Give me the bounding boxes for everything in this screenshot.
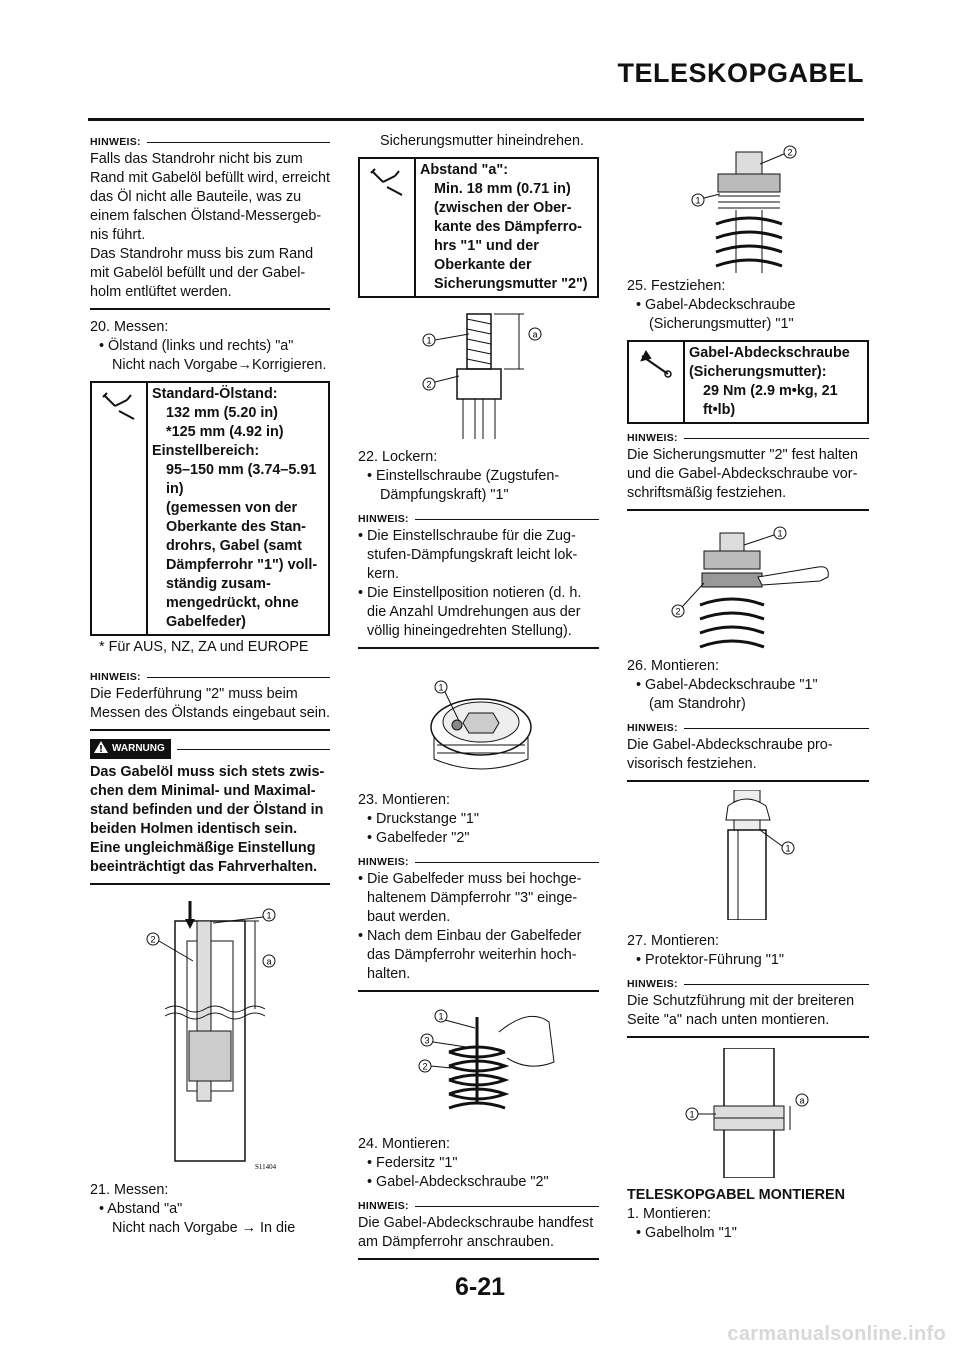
callout-3: 3 (423, 1035, 430, 1046)
note-heading: HINWEIS: (90, 671, 330, 683)
step-25-title: 25. Festziehen: (627, 278, 726, 294)
footer-watermark[interactable]: carmanualsonline.info (727, 1323, 946, 1345)
header-rule (88, 118, 864, 121)
step-20-action: Nicht nach Vorgabe→Korrigieren. (112, 357, 327, 373)
spec-line: drohrs, Gabel (samt (166, 538, 302, 554)
spec-line: Standard-Ölstand: (152, 386, 278, 402)
figure-code: S11404 (255, 1163, 277, 1171)
note-heading: HINWEIS: (358, 856, 599, 868)
note-end-rule (90, 308, 330, 310)
spec-line: Gabel-Abdeckschraube (689, 345, 850, 361)
figure-spring (399, 1002, 559, 1127)
spec-line: Oberkante des Stan- (166, 519, 306, 535)
step-21-title: 21. Messen: (90, 1182, 169, 1198)
step-25-item: • Gabel-Abdeckschraube (636, 297, 796, 313)
spec-line: Min. 18 mm (0.71 in) (434, 181, 571, 197)
note-end-rule (358, 1258, 599, 1260)
step-21-continued: Sicherungsmutter hineindrehen. (380, 133, 584, 149)
note-end-rule (627, 509, 869, 511)
callout-1: 1 (266, 910, 272, 921)
step-26-item: • Gabel-Abdeckschraube "1" (636, 677, 818, 693)
spec-line: Dämpferrohr "1") voll- (166, 557, 318, 573)
spec-line: Einstellbereich: (152, 443, 260, 459)
spec-line: ft•lb) (703, 402, 736, 418)
spec-line: ständig zusam- (166, 576, 271, 592)
note-2: Die Federführung "2" muss beim Messen des Ölstands eingebaut sein. (90, 686, 330, 721)
warning-badge: WARNUNG (90, 739, 171, 759)
spec-line: 95–150 mm (3.74–5.91 (166, 462, 317, 478)
wrench-icon (92, 383, 148, 634)
step-23-item-1: • Druckstange "1" (367, 811, 480, 827)
callout-1: 1 (689, 1109, 695, 1120)
torque-wrench-icon (629, 342, 685, 422)
callout-a: a (531, 329, 538, 340)
step-21-item: • Abstand "a" (99, 1201, 183, 1217)
note-end-rule (627, 1036, 869, 1038)
warning-heading (90, 739, 330, 759)
callout-1: 1 (437, 682, 444, 693)
warning-end-rule (90, 883, 330, 885)
note-6: Die Sicherungsmutter "2" fest halten und die Gabel-Abdeckschraube vor- schriftsmäßig festziehen. (627, 447, 858, 501)
spec-line: Oberkante der (434, 257, 532, 273)
note-end-rule (358, 647, 599, 649)
step-22-item: • Einstellschraube (Zugstufen- (367, 468, 560, 484)
spec-line: Sicherungsmutter "2") (434, 276, 588, 292)
spec-line: 132 mm (5.20 in) (166, 405, 278, 421)
note-heading: HINWEIS: (627, 722, 869, 734)
note-heading: HINWEIS: (358, 1200, 599, 1212)
spec-text (685, 342, 867, 422)
step-21-action: Nicht nach Vorgabe → In die (112, 1220, 296, 1236)
note-heading: HINWEIS: (358, 513, 599, 525)
callout-a: a (266, 956, 272, 967)
spec-line: mengedrückt, ohne (166, 595, 299, 611)
callout-1: 1 (695, 195, 701, 206)
warning-triangle-icon (94, 741, 108, 757)
spec-line: in) (166, 481, 184, 497)
note-heading: HINWEIS: (627, 978, 869, 990)
spec-box-oil-level (90, 381, 330, 636)
note-7: Die Gabel-Abdeckschraube pro- visorisch festziehen. (627, 737, 833, 772)
note-5: Die Gabel-Abdeckschraube handfest am Dämpferrohr anschrauben. (358, 1215, 594, 1250)
note-3: • Die Einstellschraube für die Zug- stufen-Dämpfungskraft leicht lok- kern. • Die Einstellposition notieren (d. h. die Anzahl Umdrehungen aus der völlig hineingedrehten Stellung). (358, 528, 582, 639)
note-end-rule (358, 990, 599, 992)
callout-1: 1 (785, 843, 791, 854)
figure-adjuster (409, 667, 549, 777)
note-heading: HINWEIS: (627, 432, 869, 444)
step-24-item-1: • Federsitz "1" (367, 1155, 458, 1171)
note-4: • Die Gabelfeder muss bei hochge- haltenem Dämpferrohr "3" einge- baut werden. • Nach dem Einbau der Gabelfeder das Dämpferrohr weiterhin hoch- halten. (358, 871, 582, 982)
step-24-item-2: • Gabel-Abdeckschraube "2" (367, 1174, 549, 1190)
callout-2: 2 (787, 147, 793, 158)
figure-cap-bolt (678, 138, 818, 273)
callout-1: 1 (425, 335, 432, 346)
spec-line: Abstand "a": (420, 162, 509, 178)
step-23-title: 23. Montieren: (358, 792, 450, 808)
figure-distance-a (399, 304, 559, 444)
figure-oil-level-measure (135, 901, 285, 1171)
step-22-title: 22. Lockern: (358, 449, 438, 465)
spec-box-distance (358, 157, 599, 298)
step-24-title: 24. Montieren: (358, 1136, 450, 1152)
callout-1: 1 (777, 528, 783, 539)
step-26-title: 26. Montieren: (627, 658, 719, 674)
spec-text (148, 383, 328, 634)
spec-line: *125 mm (4.92 in) (166, 424, 284, 440)
figure-tighten-nut (658, 521, 838, 651)
page-number: 6-21 (454, 1273, 506, 1301)
step-20-title: 20. Messen: (90, 319, 169, 335)
note-end-rule (90, 729, 330, 731)
section-step-1: 1. Montieren: (627, 1206, 711, 1222)
callout-2: 2 (421, 1061, 428, 1072)
note-heading: HINWEIS: (90, 136, 330, 148)
note-8: Die Schutzführung mit der breiteren Seite "a" nach unten montieren. (627, 993, 855, 1028)
callout-2: 2 (425, 379, 432, 390)
spec-footnote: * Für AUS, NZ, ZA und EUROPE (99, 639, 309, 655)
callout-2: 2 (150, 934, 156, 945)
spec-line: 29 Nm (2.9 m•kg, 21 (703, 383, 838, 399)
spec-text (416, 159, 597, 296)
wrench-icon (360, 159, 416, 296)
spec-line: kante des Dämpferro- (434, 219, 582, 235)
spec-line: (Sicherungsmutter): (689, 364, 827, 380)
warning-text: Das Gabelöl muss sich stets zwis- chen dem Minimal- und Maximal- stand befinden und der Ölstand in beiden Holmen identisch sein. Eine ungleichmäßige Einstellung beeinträchtigt das Fahrverhalten. (90, 764, 325, 875)
spec-line: Gabelfeder) (166, 614, 246, 630)
step-27-title: 27. Montieren: (627, 933, 719, 949)
step-23-item-2: • Gabelfeder "2" (367, 830, 470, 846)
step-20-item: • Ölstand (links und rechts) "a" (99, 338, 294, 354)
section-title: TELESKOPGABEL MONTIEREN (627, 1187, 846, 1203)
callout-a: a (799, 1095, 805, 1106)
page-title: TELESKOPGABEL (617, 58, 864, 88)
figure-protector-guide (678, 1048, 818, 1178)
callout-1: 1 (437, 1011, 444, 1022)
callout-2: 2 (675, 606, 681, 617)
section-step-1-item: • Gabelholm "1" (636, 1225, 737, 1241)
step-27-item: • Protektor-Führung "1" (636, 952, 785, 968)
spec-box-torque (627, 340, 869, 424)
column-1 (90, 132, 330, 1238)
spec-line: (gemessen von der (166, 500, 298, 516)
spec-line: (zwischen der Ober- (434, 200, 572, 216)
figure-fork-tube (688, 790, 808, 920)
column-2: Sicherungsmutter hineindrehen. Abstand "a": Min. 18 mm (0.71 in) (zwischen der Ober- kante des Dämpferro- hrs "1" und der Oberkante der Sicherungsmutter "2") 1 2 a 22. Lockern: • Einstellschraube (Zugstufen- Dämpfungskraft) "1" HINWEIS: • Die Einstellschraube für die Zug- stufen-Dämpfungskraft leicht lok- kern. • Die Einstellposition notieren (d. h. die Anzahl Umdrehungen aus der völlig hineingedrehten Stellung). 1 23. Montieren: • Druckstange "1" • Gabelfeder "2" HINWEIS: • Die Gabelfeder muss bei hochge- haltenem Dämpferrohr "3" einge- baut werden. • Nach dem Einbau der Gabelfeder das Dämpferrohr weiterhin hoch- halten. 1 3 2 24. Montieren: • Federsitz "1" • Gabel-Abdeckschraube "2" HINWEIS: Die Gabel-Abdeckschraube handfest am Dämpferrohr anschrauben. (358, 132, 599, 1268)
spec-line: hrs "1" und der (434, 238, 539, 254)
note-1: Falls das Standrohr nicht bis zum Rand mit Gabelöl befüllt wird, erreicht das Öl nicht alle Bauteile, was zu einem falschen Ölstand-Messergeb- nis führt. Das Standrohr muss bis zum Rand mit Gabelöl befüllt und der Gabel- holm entlüftet werden. (90, 151, 330, 300)
column-3: 2 1 25. Festziehen: • Gabel-Abdeckschraube (Sicherungsmutter) "1" Gabel-Abdeckschraube (Sicherungsmutter): 29 Nm (2.9 m•kg, 21 ft•lb) HINWEIS: Die Sicherungsmutter "2" fest halten und die Gabel-Abdeckschraube vor- schriftsmäßig festziehen. 1 2 26. Montieren: • Gabel-Abdeckschraube "1" (am Standrohr) HINWEIS: Die Gabel-Abdeckschraube pro- visorisch festziehen. 1 27. Montieren: • Protektor-Führung "1" HINWEIS: Die Schutzführung mit der breiteren Seite "a" nach unten montieren. a 1 TELESKOPGABEL MONTIEREN 1. Montieren: • Gabelholm "1" (627, 132, 869, 1243)
note-end-rule (627, 780, 869, 782)
